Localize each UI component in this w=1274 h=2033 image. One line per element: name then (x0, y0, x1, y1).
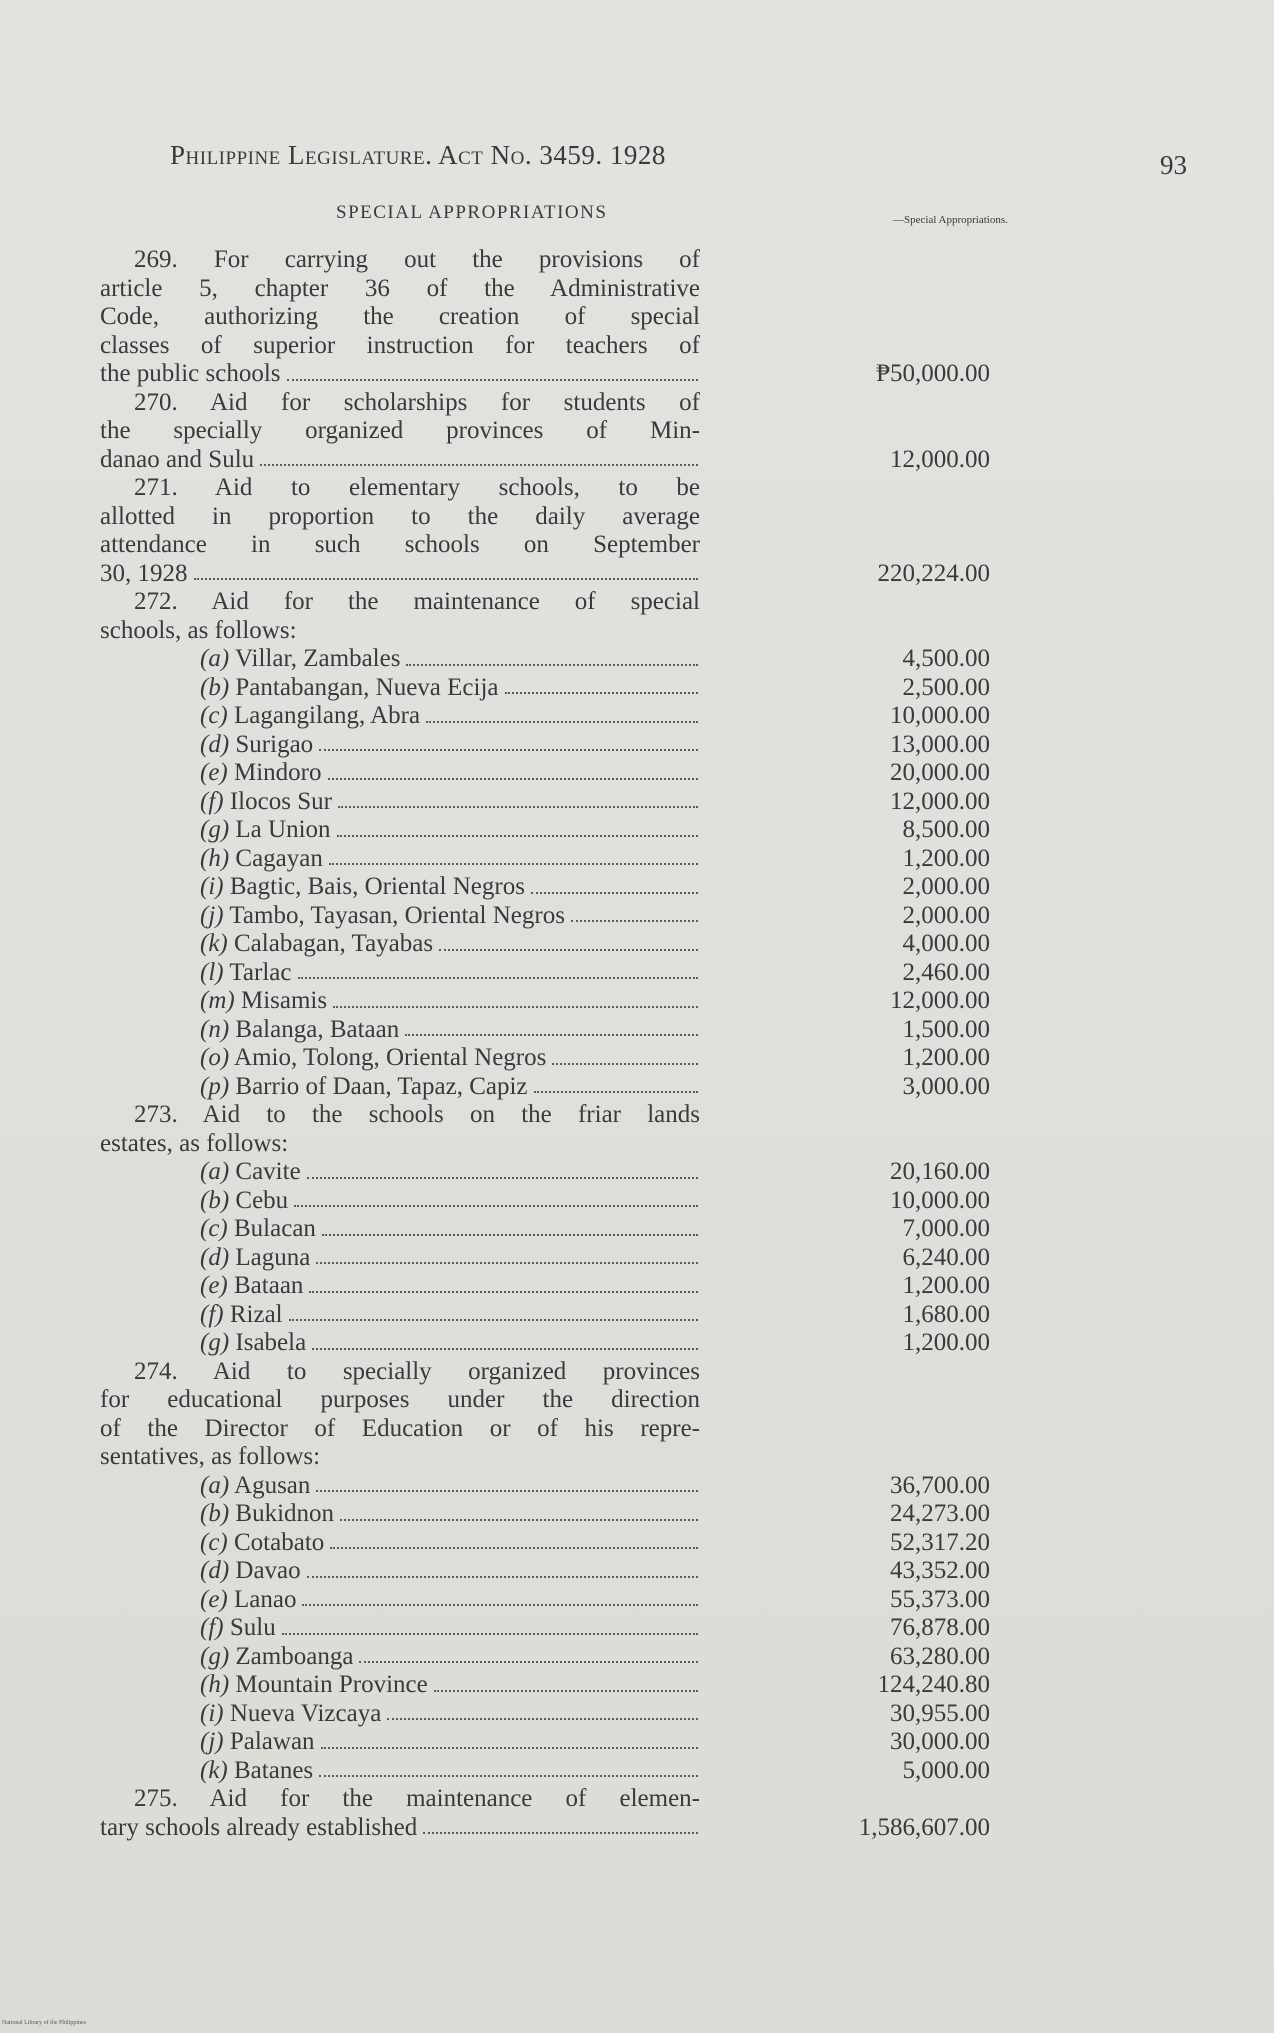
amount: 52,317.20 (890, 1528, 990, 1556)
appropriation-line (100, 1756, 990, 1786)
line-label: (g) Zamboanga (200, 1642, 354, 1670)
text-line (100, 275, 700, 304)
line-label: (d) Laguna (200, 1243, 311, 1271)
item-letter: (c) (200, 702, 228, 729)
amount: ₱50,000.00 (876, 360, 990, 387)
line-text: 273. Aid to the schools on the friar lands (134, 1101, 700, 1128)
dot-leader (321, 1728, 698, 1749)
appropriation-line (100, 1813, 990, 1843)
text-line (100, 1443, 700, 1472)
amount: 10,000.00 (890, 702, 990, 729)
line-text: 269. For carrying out the provisions of (134, 246, 700, 273)
appropriation-line (100, 816, 990, 845)
item-letter: (b) (200, 673, 230, 701)
appropriation-line (100, 1300, 990, 1330)
amount: 1,200.00 (902, 1272, 990, 1299)
amount: 2,500.00 (902, 673, 990, 701)
item-letter: (d) (200, 1557, 230, 1584)
line-label: (b) Bukidnon (200, 1500, 335, 1527)
appropriation-line (100, 1186, 990, 1216)
item-letter: (f) (200, 787, 224, 815)
line-text: 275. Aid for the maintenance of elemen- (134, 1785, 700, 1812)
appropriation-line (100, 1044, 990, 1073)
appropriation-line (100, 873, 990, 902)
amount: 2,460.00 (902, 958, 990, 986)
appropriation-line (100, 1272, 990, 1301)
dot-leader (319, 731, 698, 752)
appropriation-line (100, 1585, 990, 1615)
line-label: (m) Misamis (200, 987, 328, 1014)
appropriation-line (100, 1728, 990, 1757)
item-letter: (g) (200, 1329, 230, 1356)
appropriation-line (100, 1215, 990, 1244)
dot-leader (287, 360, 698, 381)
text-line (100, 503, 700, 532)
dot-leader (406, 645, 698, 666)
item-letter: (p) (200, 1072, 230, 1100)
appropriation-line (100, 787, 990, 817)
appropriation-line (100, 901, 990, 931)
dot-leader (322, 1215, 698, 1236)
appropriation-line (100, 1614, 990, 1643)
amount: 10,000.00 (890, 1186, 990, 1214)
dot-leader (405, 1016, 698, 1037)
line-label: (c) Cotabato (200, 1528, 325, 1556)
amount: 6,240.00 (902, 1243, 990, 1271)
line-text: Code, authorizing the creation of special (100, 303, 700, 330)
line-label: (c) Lagangilang, Abra (200, 702, 421, 729)
text-line (100, 531, 700, 560)
text-line (100, 303, 700, 332)
amount: 76,878.00 (890, 1614, 990, 1641)
amount: 30,000.00 (890, 1728, 990, 1755)
appropriation-line (100, 987, 990, 1016)
line-label: (e) Lanao (200, 1585, 297, 1613)
line-label: (j) Tambo, Tayasan, Oriental Negros (200, 901, 565, 929)
dot-leader (194, 560, 699, 581)
item-letter: (f) (200, 1300, 224, 1328)
library-footer: National Library of the Philippines (2, 2020, 86, 2026)
dot-leader (439, 930, 698, 951)
appropriation-line (100, 673, 990, 703)
amount: 2,000.00 (902, 873, 990, 900)
appropriation-line (100, 702, 990, 731)
dot-leader (534, 1073, 698, 1094)
item-letter: (g) (200, 816, 230, 843)
line-label: (b) Cebu (200, 1186, 289, 1214)
line-label: (n) Balanga, Bataan (200, 1015, 400, 1043)
line-label: (a) Villar, Zambales (200, 645, 401, 672)
dot-leader (338, 788, 698, 809)
margin-note: —Special Appropriations. (893, 214, 1008, 226)
item-letter: (a) (200, 645, 230, 672)
line-text: 274. Aid to specially organized provinces (134, 1357, 700, 1385)
text-line (100, 332, 700, 361)
dot-leader (289, 1301, 698, 1322)
line-text: sentatives, as follows: (100, 1443, 321, 1470)
line-label: (i) Nueva Vizcaya (200, 1699, 382, 1727)
amount: 1,586,607.00 (858, 1813, 990, 1841)
line-label: the public schools (100, 360, 281, 387)
appropriation-line (100, 1471, 990, 1501)
amount: 1,500.00 (902, 1015, 990, 1043)
item-letter: (e) (200, 1272, 228, 1299)
line-text: the specially organized provinces of Min- (100, 417, 700, 444)
line-label: (l) Tarlac (200, 958, 292, 986)
line-label: 30, 1928 (100, 559, 188, 587)
amount: 12,000.00 (890, 787, 990, 815)
line-label: (k) Batanes (200, 1756, 314, 1784)
text-line (100, 474, 700, 503)
dot-leader (309, 1272, 698, 1293)
amount: 3,000.00 (902, 1072, 990, 1100)
amount: 20,160.00 (890, 1158, 990, 1185)
appropriation-line (100, 730, 990, 760)
line-label: (i) Bagtic, Bais, Oriental Negros (200, 873, 525, 900)
amount: 43,352.00 (890, 1557, 990, 1584)
amount: 20,000.00 (890, 759, 990, 786)
line-label: (j) Palawan (200, 1728, 315, 1755)
item-letter: (c) (200, 1528, 228, 1556)
amount: 8,500.00 (902, 816, 990, 843)
dot-leader (426, 702, 698, 723)
section-title: SPECIAL APPROPRIATIONS (336, 202, 608, 223)
item-letter: (a) (200, 1158, 230, 1185)
amount: 55,373.00 (890, 1585, 990, 1613)
item-letter: (b) (200, 1500, 230, 1527)
dot-leader (571, 902, 698, 923)
item-letter: (f) (200, 1614, 224, 1641)
amount: 5,000.00 (902, 1756, 990, 1784)
text-line (100, 1415, 700, 1444)
appropriation-line (100, 930, 990, 959)
line-label: (h) Cagayan (200, 844, 323, 872)
item-letter: (i) (200, 873, 224, 900)
amount: 2,000.00 (902, 901, 990, 929)
appropriation-line (100, 1158, 990, 1187)
line-text: schools, as follows: (100, 616, 297, 644)
dot-leader (552, 1044, 698, 1065)
amount: 13,000.00 (890, 730, 990, 758)
item-letter: (n) (200, 1015, 230, 1043)
line-label: (f) Rizal (200, 1300, 283, 1328)
line-label: (f) Sulu (200, 1614, 276, 1641)
page-number: 93 (1160, 150, 1187, 180)
dot-leader (298, 959, 699, 980)
dot-leader (387, 1700, 698, 1721)
line-text: allotted in proportion to the daily average (100, 502, 700, 530)
amount: 12,000.00 (890, 445, 990, 473)
line-label: (c) Bulacan (200, 1215, 316, 1242)
text-line (100, 1386, 700, 1415)
dot-leader (294, 1187, 698, 1208)
line-text: 271. Aid to elementary schools, to be (134, 474, 700, 501)
appropriation-line (100, 1557, 990, 1586)
line-label: (p) Barrio of Daan, Tapaz, Capiz (200, 1072, 528, 1100)
dot-leader (340, 1500, 698, 1521)
dot-leader (359, 1643, 698, 1664)
dot-leader (316, 1244, 698, 1265)
amount: 1,200.00 (902, 1044, 990, 1071)
item-letter: (a) (200, 1471, 230, 1499)
text-line (100, 1358, 700, 1387)
line-label: (k) Calabagan, Tayabas (200, 930, 434, 957)
dot-leader (316, 1472, 698, 1493)
line-label: danao and Sulu (100, 445, 255, 473)
item-letter: (h) (200, 1671, 230, 1698)
dot-leader (307, 1158, 698, 1179)
text-line (100, 1101, 700, 1130)
dot-leader (282, 1614, 698, 1635)
item-letter: (i) (200, 1699, 224, 1727)
appropriation-line (100, 1072, 990, 1102)
line-text: of the Director of Education or of his repre- (100, 1414, 700, 1442)
dot-leader (260, 446, 698, 467)
dot-leader (328, 759, 699, 780)
line-text: estates, as follows: (100, 1129, 289, 1157)
amount: 12,000.00 (890, 987, 990, 1014)
text-line (100, 1785, 700, 1814)
line-text: attendance in such schools on September (100, 531, 700, 558)
text-line (100, 389, 700, 418)
line-label: (a) Agusan (200, 1471, 311, 1499)
appropriation-line (100, 1329, 990, 1358)
amount: 30,955.00 (890, 1699, 990, 1727)
line-label: (e) Bataan (200, 1272, 304, 1299)
appropriation-line (100, 1015, 990, 1045)
text-line (100, 1130, 700, 1159)
dot-leader (330, 1529, 698, 1550)
appropriation-line (100, 445, 990, 475)
item-letter: (d) (200, 1243, 230, 1271)
text-line (100, 417, 700, 446)
dot-leader (337, 816, 698, 837)
appropriation-line (100, 360, 990, 389)
amount: 63,280.00 (890, 1642, 990, 1670)
appropriation-line (100, 958, 990, 988)
appropriation-line (100, 645, 990, 674)
appropriation-line (100, 1699, 990, 1729)
item-letter: (d) (200, 730, 230, 758)
appropriation-line (100, 759, 990, 788)
amount: 36,700.00 (890, 1471, 990, 1499)
item-letter: (j) (200, 1728, 224, 1755)
line-label: (g) La Union (200, 816, 331, 843)
item-letter: (l) (200, 958, 224, 986)
amount: 124,240.80 (877, 1671, 990, 1698)
line-label: (e) Mindoro (200, 759, 322, 786)
appropriation-line (100, 844, 990, 874)
item-letter: (m) (200, 987, 235, 1014)
dot-leader (531, 873, 698, 894)
appropriations-list (100, 246, 990, 1842)
line-label: (d) Davao (200, 1557, 301, 1584)
line-label: (b) Pantabangan, Nueva Ecija (200, 673, 499, 701)
appropriation-line (100, 1671, 990, 1700)
item-letter: (e) (200, 1585, 228, 1613)
item-letter: (b) (200, 1186, 230, 1214)
line-text: 272. Aid for the maintenance of special (134, 588, 700, 615)
dot-leader (302, 1586, 698, 1607)
line-text: article 5, chapter 36 of the Administrative (100, 274, 700, 302)
line-label: (a) Cavite (200, 1158, 301, 1185)
amount: 7,000.00 (902, 1215, 990, 1242)
line-label: (h) Mountain Province (200, 1671, 428, 1698)
dot-leader (329, 845, 698, 866)
appropriation-line (100, 1500, 990, 1529)
item-letter: (k) (200, 1756, 228, 1784)
text-line (100, 246, 700, 275)
line-label: tary schools already established (100, 1813, 418, 1841)
amount: 1,200.00 (902, 1329, 990, 1356)
dot-leader (505, 674, 699, 695)
amount: 220,224.00 (877, 559, 990, 587)
amount: 4,000.00 (902, 930, 990, 957)
item-letter: (c) (200, 1215, 228, 1242)
line-text: for educational purposes under the direction (100, 1386, 700, 1413)
line-label: (f) Ilocos Sur (200, 787, 332, 815)
line-text: 270. Aid for scholarships for students of (134, 388, 700, 416)
appropriation-line (100, 1243, 990, 1273)
item-letter: (o) (200, 1044, 230, 1071)
line-label: (o) Amio, Tolong, Oriental Negros (200, 1044, 547, 1071)
line-label: (g) Isabela (200, 1329, 307, 1356)
dot-leader (307, 1557, 698, 1578)
amount: 1,200.00 (902, 844, 990, 872)
dot-leader (319, 1757, 698, 1778)
amount: 24,273.00 (890, 1500, 990, 1527)
dot-leader (312, 1329, 698, 1350)
text-line (100, 588, 700, 617)
dot-leader (434, 1671, 698, 1692)
text-line (100, 617, 700, 646)
appropriation-line (100, 1528, 990, 1558)
line-label: (d) Surigao (200, 730, 314, 758)
item-letter: (j) (200, 901, 224, 929)
item-letter: (k) (200, 930, 228, 957)
item-letter: (h) (200, 844, 230, 872)
line-text: classes of superior instruction for teachers of (100, 331, 700, 359)
dot-leader (333, 987, 698, 1008)
item-letter: (g) (200, 1642, 230, 1670)
item-letter: (e) (200, 759, 228, 786)
dot-leader (423, 1814, 698, 1835)
appropriation-line (100, 1642, 990, 1672)
running-header: Philippine Legislature. Act No. 3459. 1928 (170, 140, 666, 170)
amount: 1,680.00 (902, 1300, 990, 1328)
appropriation-line (100, 559, 990, 589)
amount: 4,500.00 (902, 645, 990, 672)
